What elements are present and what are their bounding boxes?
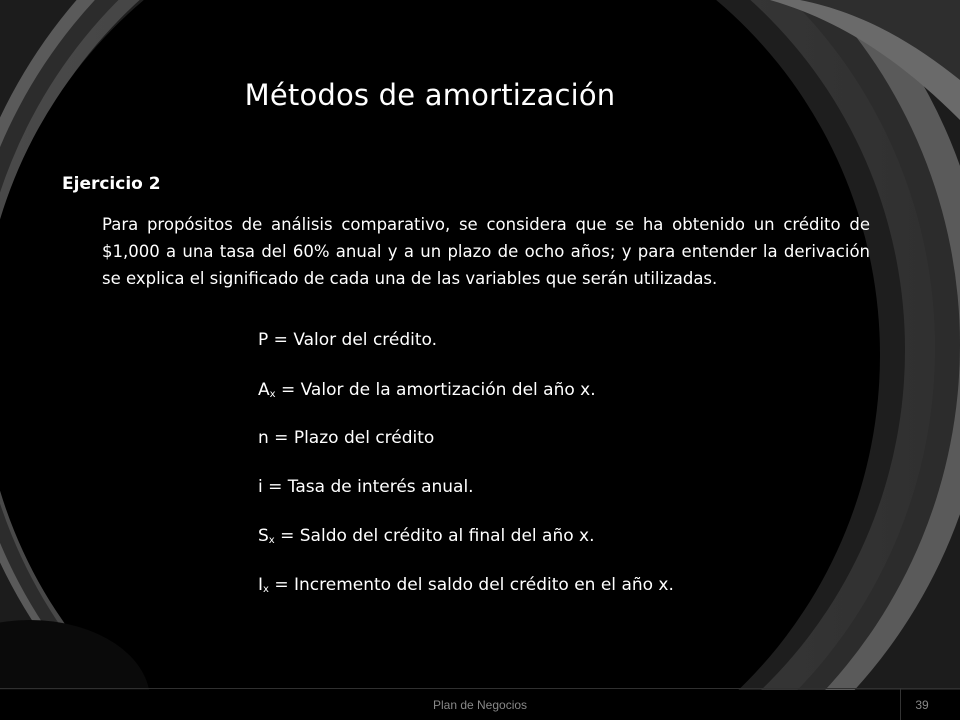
- variable-definition: = Incremento del saldo del crédito en el año x.: [268, 575, 674, 595]
- exercise-subtitle: Ejercicio 2: [62, 174, 161, 194]
- variable-definition: = Saldo del crédito al final del año x.: [274, 526, 595, 546]
- variable-ax: [258, 380, 596, 400]
- variable-definition: = Valor de la amortización del año x.: [275, 380, 596, 400]
- variable-ix: [258, 575, 674, 595]
- variable-subscript: x: [269, 389, 276, 400]
- variable-symbol: i: [258, 477, 263, 497]
- variable-definition: = Valor del crédito.: [268, 330, 438, 350]
- variable-symbol: P: [258, 330, 269, 350]
- slide-title: Métodos de amortización: [244, 78, 616, 112]
- variable-symbol: n: [258, 428, 269, 448]
- variable-subscript: x: [263, 584, 269, 595]
- variable-definition: = Tasa de interés anual.: [262, 477, 474, 497]
- variable-definition: = Plazo del crédito: [268, 428, 435, 448]
- variable-p: [258, 330, 437, 350]
- variable-symbol: S: [258, 526, 269, 546]
- variable-n: [258, 428, 434, 448]
- variable-sx: [258, 526, 595, 546]
- variable-subscript: x: [268, 535, 275, 546]
- variable-symbol: I: [258, 575, 264, 595]
- variable-i: [258, 477, 474, 497]
- exercise-paragraph: Para propósitos de análisis comparativo, se considera que se ha obtenido un crédito de $1,000 a una tasa del 60% anual y a un plazo de ocho años; y para entender la derivación se explica el significado de cada una de las variables que serán utilizadas.: [102, 215, 870, 288]
- page-number: 39: [915, 698, 929, 712]
- footer-text: Plan de Negocios: [432, 698, 528, 712]
- variable-symbol: A: [258, 380, 270, 400]
